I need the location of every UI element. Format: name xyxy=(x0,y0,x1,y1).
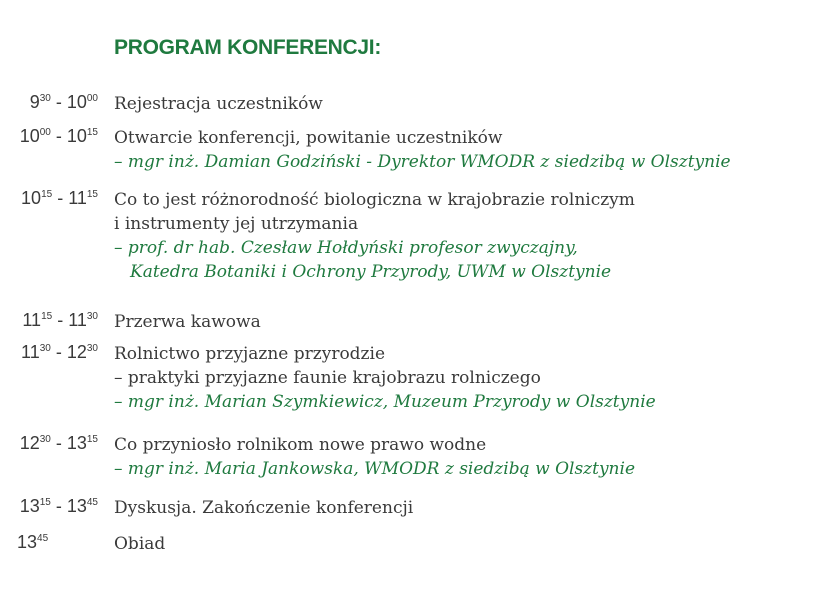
item-text: Co przyniosło rolnikom nowe prawo wodne xyxy=(114,435,487,455)
item-text: Rejestracja uczestników xyxy=(114,94,323,114)
item-text: Co to jest różnorodność biologiczna w krajobrazie rolniczym xyxy=(114,190,635,210)
time-range: $10^{15} - 11^{15}$ xyxy=(21,188,98,208)
item-speaker: – mgr inż. Maria Jankowska, WMODR z siedzibą w Olsztynie xyxy=(114,459,636,479)
item-text: Przerwa kawowa xyxy=(114,312,261,332)
item-speaker: – prof. dr hab. Czesław Hołdyński profesor zwyczajny, xyxy=(114,238,578,258)
item-description xyxy=(114,532,165,556)
item-description xyxy=(114,126,731,174)
program-title: PROGRAM KONFERENCJI: xyxy=(114,36,382,59)
item-speaker: – mgr inż. Marian Szymkiewicz, Muzeum Przyrody w Olsztynie xyxy=(114,392,656,412)
time-range: $10^{00} - 10^{15}$ xyxy=(19,126,98,146)
time-range: $12^{30} - 13^{15}$ xyxy=(19,433,98,453)
item-description xyxy=(114,342,656,414)
item-text: Obiad xyxy=(114,534,166,554)
item-text: i instrumenty jej utrzymania xyxy=(114,214,359,234)
item-speaker: Katedra Botaniki i Ochrony Przyrody, UWM w Olsztynie xyxy=(130,262,612,282)
item-description xyxy=(114,496,413,520)
time-range: $11^{30} - 12^{30}$ xyxy=(21,342,98,362)
item-description xyxy=(114,310,261,334)
time-range: $13^{15} - 13^{45}$ xyxy=(19,496,98,516)
time-range: $9^{30} - 10^{00}$ xyxy=(29,92,98,112)
item-speaker: – mgr inż. Damian Godziński - Dyrektor WMODR z siedzibą w Olsztynie xyxy=(114,152,731,172)
item-description xyxy=(114,433,635,481)
time-range: $11^{15} - 11^{30}$ xyxy=(22,310,98,330)
item-description xyxy=(114,92,323,116)
item-text: Otwarcie konferencji, powitanie uczestników xyxy=(114,128,503,148)
item-text: Rolnictwo przyjazne przyrodzie xyxy=(114,344,386,364)
time-start: $13^{45}$ xyxy=(17,532,49,552)
item-text: Dyskusja. Zakończenie konferencji xyxy=(114,498,414,518)
item-text: – praktyki przyjazne faunie krajobrazu rolniczego xyxy=(114,368,541,388)
item-description xyxy=(114,188,635,284)
